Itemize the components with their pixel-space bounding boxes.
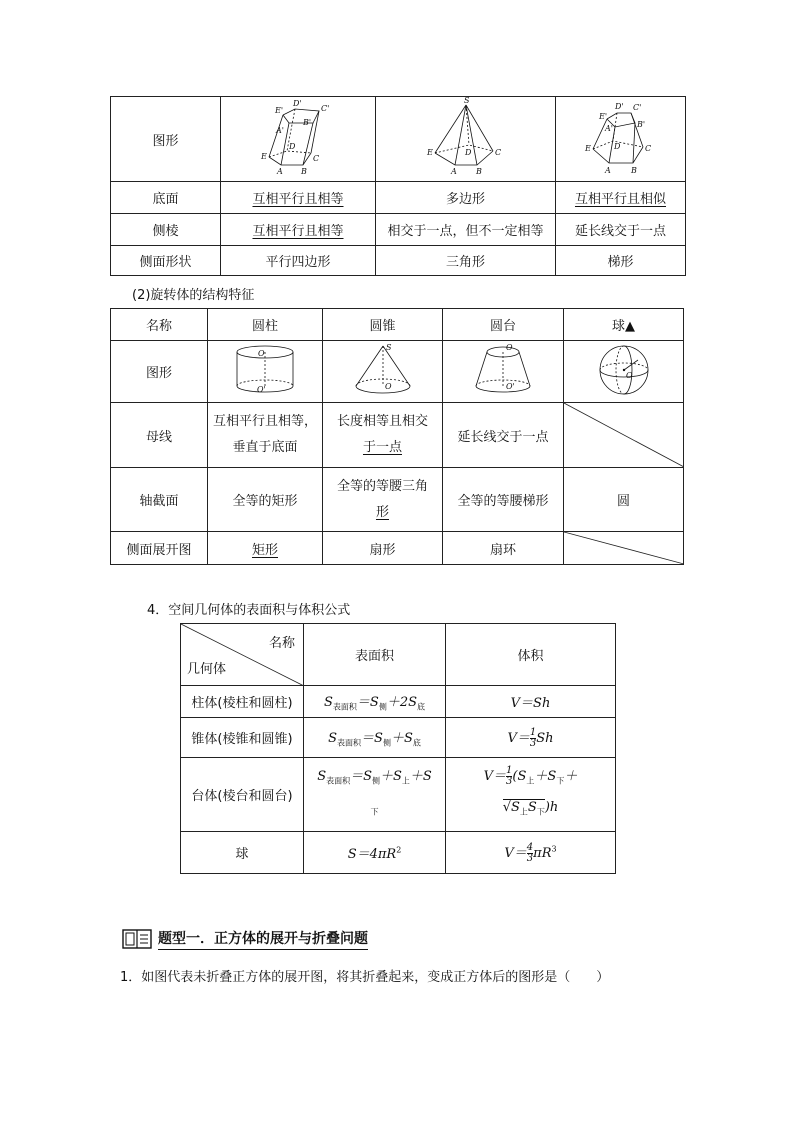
header-cylinder: 圆柱 [208,309,323,341]
prism-label: C' [321,104,330,113]
prism-volume-formula: V＝Sh [446,686,616,718]
prism-label: E' [275,106,284,115]
diagonal-line [564,532,684,564]
prism-face-text: 平行四边形 [221,246,376,276]
cylinder-diagram [230,342,300,398]
pyramid-label: D [464,148,471,157]
row-header-lateral: 侧面展开图 [111,532,208,565]
frustum-label: D [613,142,620,151]
row-prism-name: 柱体(棱柱和圆柱) [181,686,304,718]
header-frustum: 圆台 [443,309,564,341]
prism-base-text: 互相平行且相等 [252,192,344,207]
sphere-lateral-empty [564,532,684,565]
pyramid-surface-formula: $S_{表面积}=S_侧+S_底$ [304,718,446,758]
cylinder-lateral: 矩形 [251,542,278,558]
pyramid-label: E [426,148,433,157]
cone-generatrix-a: 长度相等且相交 [336,414,428,429]
round-frustum-diagram [468,342,538,398]
prism-label: B [301,167,307,176]
pyramid-edge-text: 相交于一点，但不一定相等 [376,214,556,246]
frustum-label: A' [604,124,613,133]
sphere-generatrix-empty [564,403,684,468]
pyramid-diagram [421,97,511,177]
cone-generatrix-b: 于一点 [362,440,402,455]
frustum-label: E [584,144,591,153]
sphere-figure [564,341,684,403]
frustum-round-label: O [506,342,513,352]
pyramid-volume-formula: V＝ $\frac{1}{3}$ Sh [446,718,616,758]
row-frustum-name: 台体(棱台和圆台) [181,758,304,832]
row-header-figure: 图形 [111,341,208,403]
prism-surface-formula: $S_{表面积}=S_侧+2S_底$ [304,686,446,718]
formula-table [180,623,616,874]
frustum-round-figure [443,341,564,403]
frustum-label: E' [598,112,607,121]
frustum-base-text: 互相平行且相似 [574,192,666,207]
corner-top-label: 名称 [268,636,295,651]
prism-label: C [313,154,320,163]
prism-label: A' [276,126,284,135]
prism-label: D [289,142,296,151]
frustum-figure [556,97,686,182]
header-sphere: 球▲ [564,309,684,341]
polyhedra-table [110,96,686,276]
cylinder-axial: 全等的矩形 [208,468,323,532]
question-1: 1．如图代表未折叠正方体的展开图，将其折叠起来，变成正方体后的图形是（ ） [120,970,610,985]
frustum-surface-formula: $S_{表面积}=S_侧+S_上+S$ $_下$ [304,758,446,832]
row-header-generatrix: 母线 [111,403,208,468]
sphere-axial: 圆 [564,468,684,532]
row-pyramid-name: 锥体(棱锥和圆锥) [181,718,304,758]
row-header-edge: 侧棱 [111,214,221,246]
cylinder-figure [208,341,323,403]
corner-bottom-label: 几何体 [187,662,227,677]
topic-heading [122,928,368,950]
sphere-surface-formula: $S=4\pi R^2$ [304,832,446,874]
cone-figure [323,341,443,403]
frustum-edge-text: 延长线交于一点 [556,214,686,246]
row-header-axial: 轴截面 [111,468,208,532]
header-name: 名称 [111,309,208,341]
pyramid-label: A [450,167,457,176]
header-surface: 表面积 [304,624,446,686]
cone-label: O [384,381,392,391]
rotation-section-title: (2)旋转体的结构特征 [132,288,255,303]
frustum-face-text: 梯形 [556,246,686,276]
frustum-label: A [604,166,611,175]
frustum-diagram [581,97,661,177]
row-header-figure: 图形 [111,97,221,182]
cone-diagram [348,342,418,398]
formula-section-title: 4．空间几何体的表面积与体积公式 [147,603,351,618]
topic-label: 题型一．正方体的展开与折叠问题 [158,928,368,950]
rotation-table [110,308,684,565]
prism-label: B' [303,118,312,127]
frustum-label: C [644,144,651,153]
prism-edge-text: 互相平行且相等 [252,224,344,239]
sphere-volume-formula: V＝ $\frac{4}{3}$ $\pi R^3$ [446,832,616,874]
frustum-label: C' [632,103,641,112]
prism-figure [221,97,376,182]
header-cone: 圆锥 [323,309,443,341]
cone-axial-a: 全等的等腰三角 [336,478,428,494]
row-header-base: 底面 [111,182,221,214]
cone-label: S [385,342,391,352]
header-volume: 体积 [446,624,616,686]
cone-lateral: 扇形 [323,532,443,565]
corner-cell [181,624,304,686]
cylinder-generatrix-b: 垂直于底面 [232,440,298,455]
prism-label: A [277,167,283,176]
frustum-label: B [630,166,637,175]
cone-axial-b: 形 [375,504,389,520]
pyramid-label: S [463,97,469,105]
frustum-axial: 全等的等腰梯形 [443,468,564,532]
cylinder-generatrix-a: 互相平行且相等， [212,414,317,429]
prism-diagram [253,97,343,177]
frustum-label: D' [614,102,624,111]
book-icon [122,928,152,950]
sphere-label: O [625,370,633,380]
row-header-face: 侧面形状 [111,246,221,276]
row-sphere-name: 球 [181,832,304,874]
sphere-diagram [594,342,654,398]
diagonal-line [564,403,684,467]
pyramid-label: B [475,167,482,176]
prism-label: E [261,152,267,161]
frustum-generatrix: 延长线交于一点 [443,403,564,468]
pyramid-label: C [494,148,501,157]
pyramid-figure [376,97,556,182]
cylinder-label: O [258,348,265,358]
frustum-label: B' [636,120,645,129]
cylinder-label: O' [257,384,266,394]
pyramid-face-text: 三角形 [376,246,556,276]
pyramid-base-text: 多边形 [376,182,556,214]
prism-label: D' [293,99,302,108]
frustum-lateral: 扇环 [443,532,564,565]
frustum-volume-formula: V＝ $\frac{1}{3}$ ($S_上+S_下+$ $√S_上S_下)h$ [446,758,616,832]
frustum-round-label: O' [506,381,515,391]
